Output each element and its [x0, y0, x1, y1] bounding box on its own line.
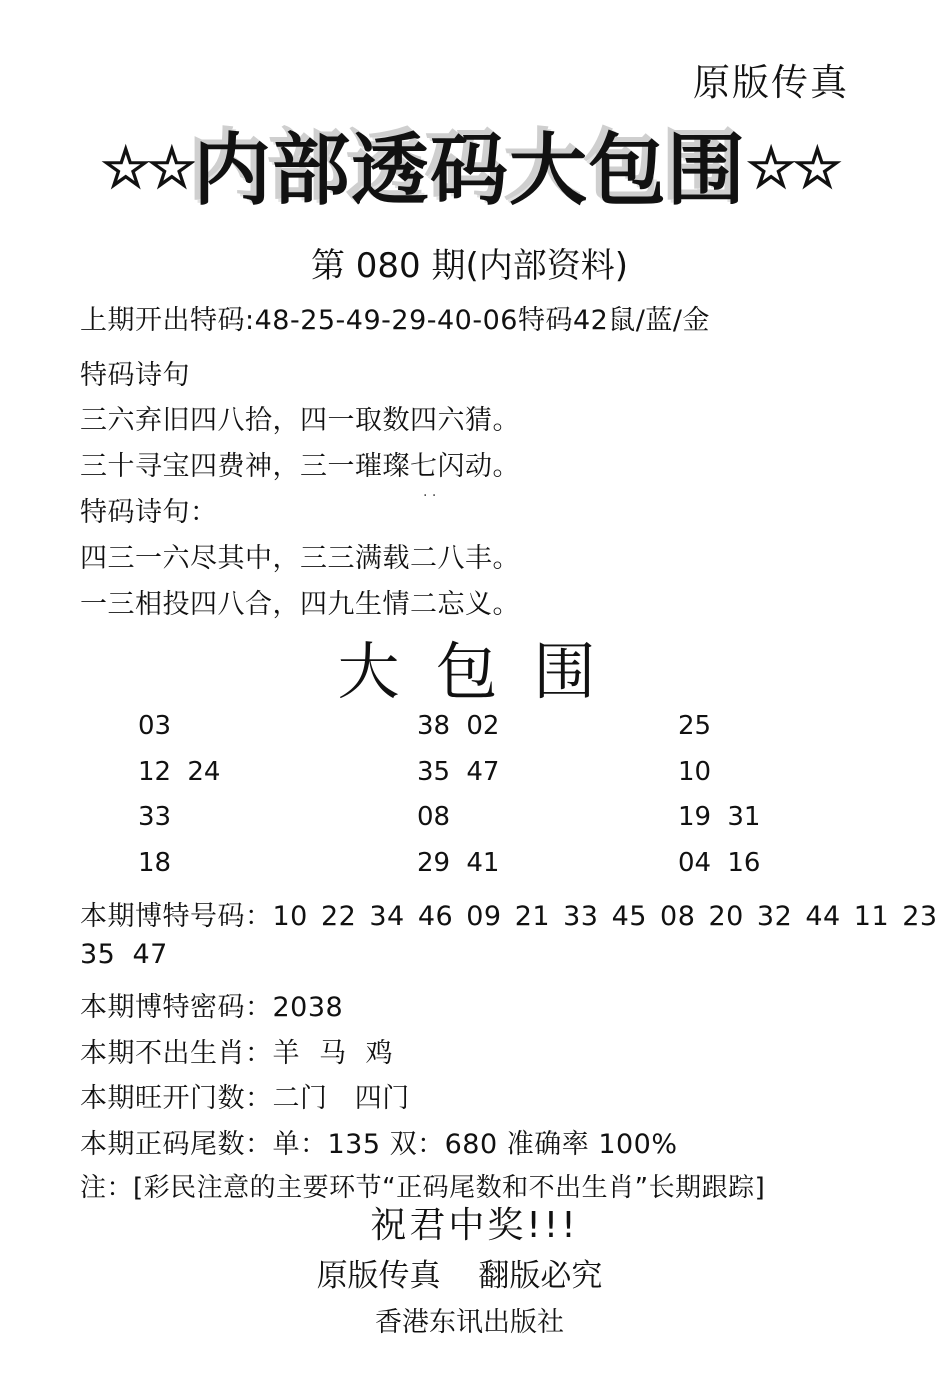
special-numbers-continued: 35 47: [80, 939, 168, 970]
grid-cell: 18: [138, 848, 172, 878]
secret-code-label: 本期博特密码：: [80, 992, 273, 1023]
tail-numbers: [80, 1122, 678, 1161]
note: 注：[彩民注意的主要环节“正码尾数和不出生肖”长期跟踪]: [80, 1173, 766, 1203]
grid-cell: 19 31: [678, 802, 761, 832]
last-issue-result: 上期开出特码:48-25-49-29-40-06特码42鼠/蓝/金: [80, 305, 710, 336]
special-numbers-label: 本期博特号码：: [80, 901, 273, 932]
poem-heading-2: 特码诗句：: [80, 497, 218, 528]
stray-dots: · ·: [423, 488, 437, 504]
grid-cell: 10: [678, 757, 712, 787]
blessing: 祝君中奖!!!: [370, 1205, 579, 1246]
poem-line-4: 一三相投四八合，四九生情二忘义。: [80, 589, 520, 620]
main-title: [0, 108, 939, 220]
title-stars-right-icon: ☆☆: [746, 135, 839, 201]
secret-code: [80, 985, 343, 1024]
surround-title: 大包围: [337, 635, 632, 708]
main-title-text: 内部透码大包围: [192, 125, 746, 216]
tail-value: 单：135 双：680 准确率 100%: [272, 1129, 678, 1160]
excluded-zodiac: [80, 1031, 393, 1070]
gates-value: 二门 四门: [272, 1083, 410, 1114]
grid-cell: 33: [138, 802, 172, 832]
issue-number: 第 080 期(内部资料): [310, 246, 629, 286]
grid-cell: 03: [138, 711, 172, 741]
publisher: 香港东讯出版社: [375, 1307, 564, 1338]
original-fax-notice: 原版传真 翻版必究: [316, 1258, 603, 1294]
grid-cell: 38 02: [417, 711, 500, 741]
original-fax-tag: 原版传真: [693, 61, 849, 104]
tail-label: 本期正码尾数：: [80, 1129, 273, 1160]
special-numbers-values: 10 22 34 46 09 21 33 45 08 20 32 44 11 23: [272, 901, 938, 932]
special-numbers: [80, 894, 938, 933]
grid-cell: 12 24: [138, 757, 221, 787]
grid-cell: 25: [678, 711, 712, 741]
grid-cell: 08: [417, 802, 451, 832]
grid-cell: 29 41: [417, 848, 500, 878]
poem-line-1: 三六弃旧四八拾，四一取数四六猜。: [80, 405, 520, 436]
prosperous-gates: [80, 1076, 410, 1115]
poem-heading-1: 特码诗句: [80, 360, 190, 391]
gates-label: 本期旺开门数：: [80, 1083, 273, 1114]
secret-code-value: 2038: [272, 992, 344, 1023]
poem-line-2: 三十寻宝四费神，三一璀璨七闪动。: [80, 451, 520, 482]
excluded-zodiac-value: 羊 马 鸡: [272, 1038, 394, 1069]
excluded-zodiac-label: 本期不出生肖：: [80, 1038, 273, 1069]
title-stars-left-icon: ☆☆: [100, 135, 193, 201]
grid-cell: 04 16: [678, 848, 761, 878]
grid-cell: 35 47: [417, 757, 500, 787]
poem-line-3: 四三一六尽其中，三三满载二八丰。: [80, 543, 520, 574]
